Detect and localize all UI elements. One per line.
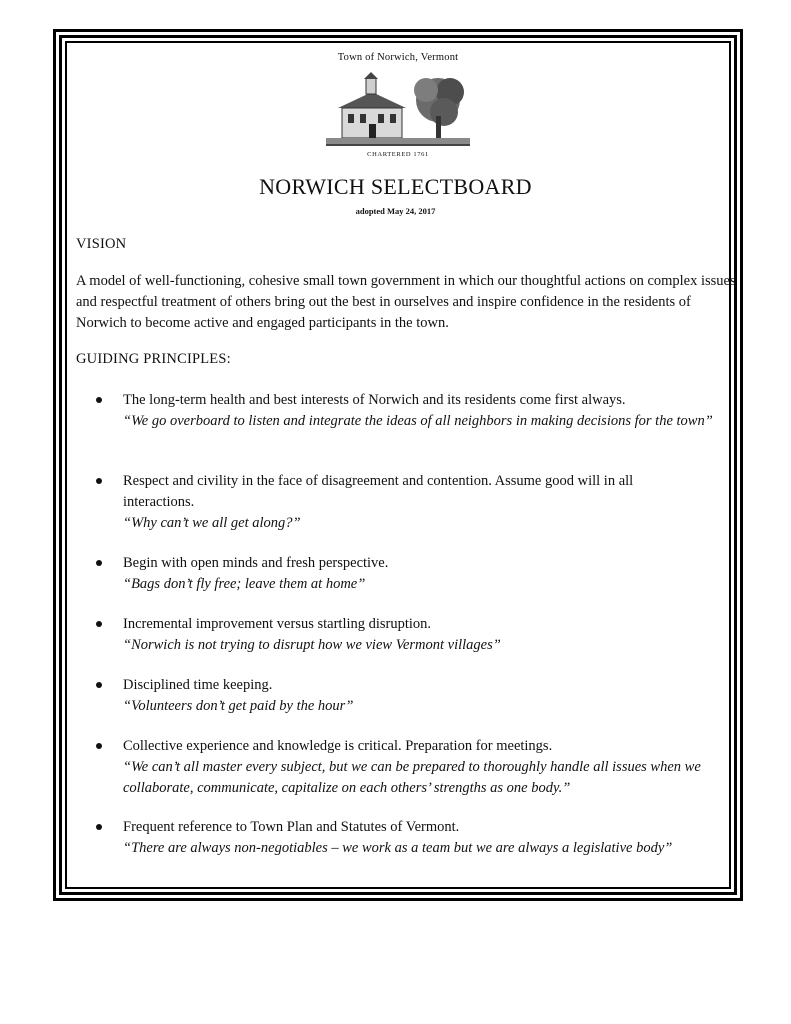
bullet-icon [96,621,102,627]
principle-text: Incremental improvement versus startling disruption. [123,616,432,632]
principle-quote: “We can’t all master every subject, but we can be prepared to thoroughly handle all issues when we collaborate, communicate, capitalize on each others’ strengths as one body.” [123,759,701,796]
vision-text: A model of well-functioning, cohesive small town government in which our thoughtful actions on complex issues and respectful treatment of others bring out the best in ourselves and inspire confidence in the residents of Norwich to become active and engaged participants in the town. [76,273,736,331]
adopted-date: adopted May 24, 2017 [355,206,436,216]
bullet-icon [96,560,102,566]
principle-quote: “Norwich is not trying to disrupt how we view Vermont villages” [123,637,501,653]
principle-item [123,614,733,656]
principle-item [123,390,733,432]
principle-quote: “We go overboard to listen and integrate the ideas of all neighbors in making decisions for the town” [123,413,713,429]
principle-quote: “Bags don’t fly free; leave them at home” [123,576,366,592]
bullet-icon [96,682,102,688]
principle-item [123,817,733,859]
principle-text: Respect and civility in the face of disagreement and contention. Assume good will in all interactions. [123,473,634,510]
town-hall-illustration [326,70,470,148]
bullet-icon [96,743,102,749]
vision-heading: VISION [76,236,127,252]
principle-item [123,471,683,534]
seal-top-text: Town of Norwich, Vermont [337,52,459,63]
seal-bottom-text: CHARTERED 1761 [367,151,429,158]
principle-text: The long-term health and best interests of Norwich and its residents come first always. [123,392,626,408]
principle-item [123,736,733,799]
principle-text: Collective experience and knowledge is critical. Preparation for meetings. [123,738,553,754]
town-seal [318,52,478,164]
bullet-icon [96,824,102,830]
principle-text: Disciplined time keeping. [123,677,273,693]
bullet-icon [96,397,102,403]
principle-quote: “There are always non-negotiables – we work as a team but we are always a legislative body” [123,840,673,856]
principle-text: Frequent reference to Town Plan and Statutes of Vermont. [123,819,460,835]
bullet-icon [96,478,102,484]
principle-item [123,675,733,717]
principle-text: Begin with open minds and fresh perspective. [123,555,389,571]
page-title: NORWICH SELECTBOARD [259,174,532,199]
principles-heading: GUIDING PRINCIPLES: [76,351,231,367]
principle-item [123,553,733,595]
principle-quote: “Why can’t we all get along?” [123,515,301,531]
principle-quote: “Volunteers don’t get paid by the hour” [123,698,354,714]
